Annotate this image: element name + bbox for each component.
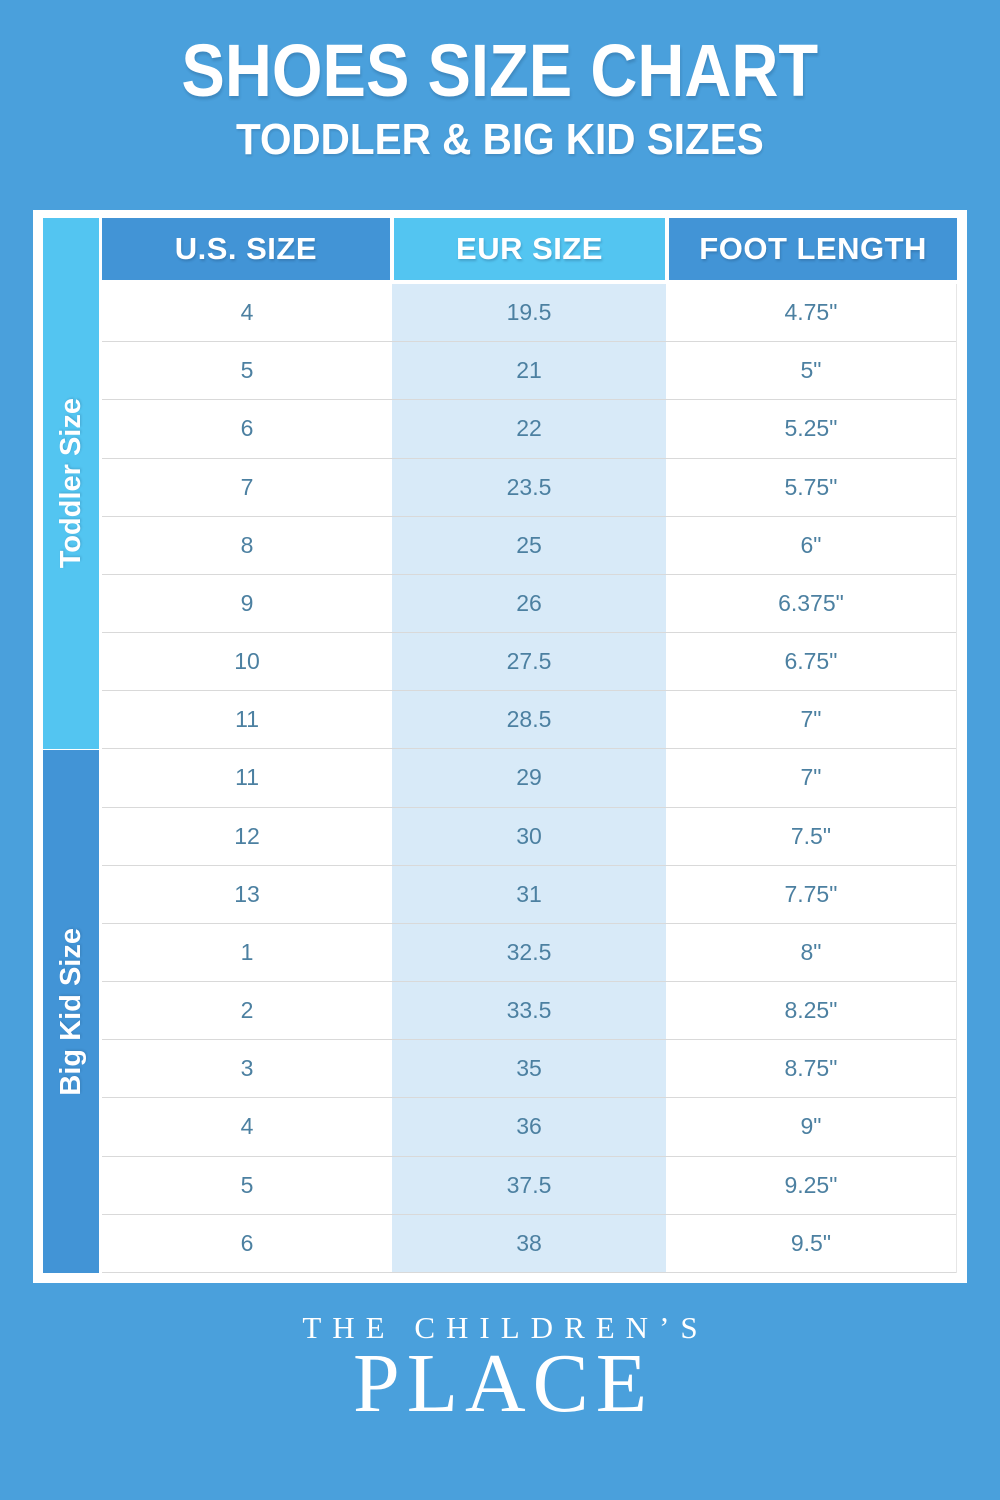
foot-length-cell: 6.375" (778, 589, 844, 616)
table-row (102, 1040, 956, 1098)
eur-size-cell: 38 (392, 1215, 666, 1272)
table-header-row (102, 218, 957, 280)
eur-size-cell: 35 (392, 1040, 666, 1097)
eur-size-cell: 29 (392, 749, 666, 806)
table-row (102, 575, 956, 633)
brand-logo-bottom-line: PLACE (352, 1337, 655, 1430)
us-size-cell: 8 (240, 531, 254, 558)
page-title: SHOES SIZE CHART (181, 29, 819, 112)
foot-length-cell: 8.75" (784, 1055, 838, 1082)
us-size-cell: 4 (240, 1113, 254, 1140)
us-size-cell: 11 (235, 706, 260, 733)
table-row (102, 342, 956, 400)
group-strip-column (43, 218, 99, 1273)
table-row (102, 749, 956, 807)
us-size-cell: 13 (234, 880, 260, 907)
eur-size-cell: 23.5 (392, 459, 666, 516)
eur-size-cell: 37.5 (392, 1157, 666, 1214)
foot-length-cell: 7" (800, 706, 822, 733)
eur-size-cell: 22 (392, 400, 666, 457)
foot-length-cell: 7.5" (790, 822, 831, 849)
eur-size-cell: 28.5 (392, 691, 666, 748)
us-size-cell: 9 (240, 589, 254, 616)
eur-size-cell: 27.5 (392, 633, 666, 690)
foot-length-cell: 9.25" (784, 1171, 838, 1198)
eur-size-cell: 30 (392, 808, 666, 865)
us-size-cell: 6 (240, 1229, 254, 1256)
us-size-cell: 10 (234, 648, 260, 675)
table-row (102, 633, 956, 691)
eur-size-cell: 25 (392, 517, 666, 574)
table-row (102, 459, 956, 517)
brand-logo (0, 1310, 1000, 1430)
table-row (102, 400, 956, 458)
eur-size-cell: 21 (392, 342, 666, 399)
foot-length-cell: 5" (800, 357, 822, 384)
foot-length-cell: 5.75" (784, 473, 838, 500)
eur-size-cell: 26 (392, 575, 666, 632)
us-size-cell: 11 (235, 764, 260, 791)
foot-length-cell: 5.25" (784, 415, 838, 442)
foot-length-cell: 4.75" (784, 299, 838, 326)
table-row (102, 1215, 956, 1273)
page-subtitle: TODDLER & BIG KID SIZES (236, 115, 764, 164)
table-row (102, 866, 956, 924)
us-size-cell: 2 (240, 997, 254, 1024)
eur-size-cell: 31 (392, 866, 666, 923)
column-header-foot-length: FOOT LENGTH (669, 218, 957, 280)
size-table-card (33, 210, 967, 1283)
us-size-cell: 7 (240, 473, 254, 500)
eur-size-cell: 36 (392, 1098, 666, 1155)
bigkid-group-label: Big Kid Size (54, 927, 87, 1096)
brand-logo-top-line: THE CHILDREN’S (302, 1310, 709, 1345)
us-size-cell: 5 (240, 357, 254, 384)
us-size-cell: 12 (234, 822, 260, 849)
table-row (102, 808, 956, 866)
toddler-group-strip (43, 218, 99, 749)
bigkid-group-strip (43, 750, 99, 1273)
eur-size-cell: 19.5 (392, 284, 666, 341)
us-size-cell: 1 (240, 938, 254, 965)
eur-size-cell: 32.5 (392, 924, 666, 981)
foot-length-cell: 7.75" (784, 880, 838, 907)
foot-length-cell: 7" (800, 764, 822, 791)
toddler-group-label: Toddler Size (54, 398, 87, 569)
us-size-cell: 6 (240, 415, 254, 442)
foot-length-cell: 8" (800, 938, 822, 965)
foot-length-cell: 8.25" (784, 997, 838, 1024)
size-table (43, 218, 957, 1273)
column-header-eur-size: EUR SIZE (394, 218, 665, 280)
page-header (0, 28, 1000, 165)
table-row (102, 982, 956, 1040)
table-row (102, 691, 956, 749)
table-row (102, 284, 956, 342)
table-row (102, 1098, 956, 1156)
foot-length-cell: 6.75" (784, 648, 838, 675)
foot-length-cell: 9" (800, 1113, 822, 1140)
eur-size-cell: 33.5 (392, 982, 666, 1039)
table-main-column (102, 218, 957, 1273)
foot-length-cell: 9.5" (790, 1229, 831, 1256)
table-row (102, 924, 956, 982)
foot-length-cell: 6" (800, 531, 822, 558)
table-row (102, 1157, 956, 1215)
us-size-cell: 5 (240, 1171, 254, 1198)
us-size-cell: 3 (240, 1055, 254, 1082)
table-rows (102, 284, 957, 1273)
table-row (102, 517, 956, 575)
column-header-us-size: U.S. SIZE (102, 218, 390, 280)
us-size-cell: 4 (240, 299, 254, 326)
